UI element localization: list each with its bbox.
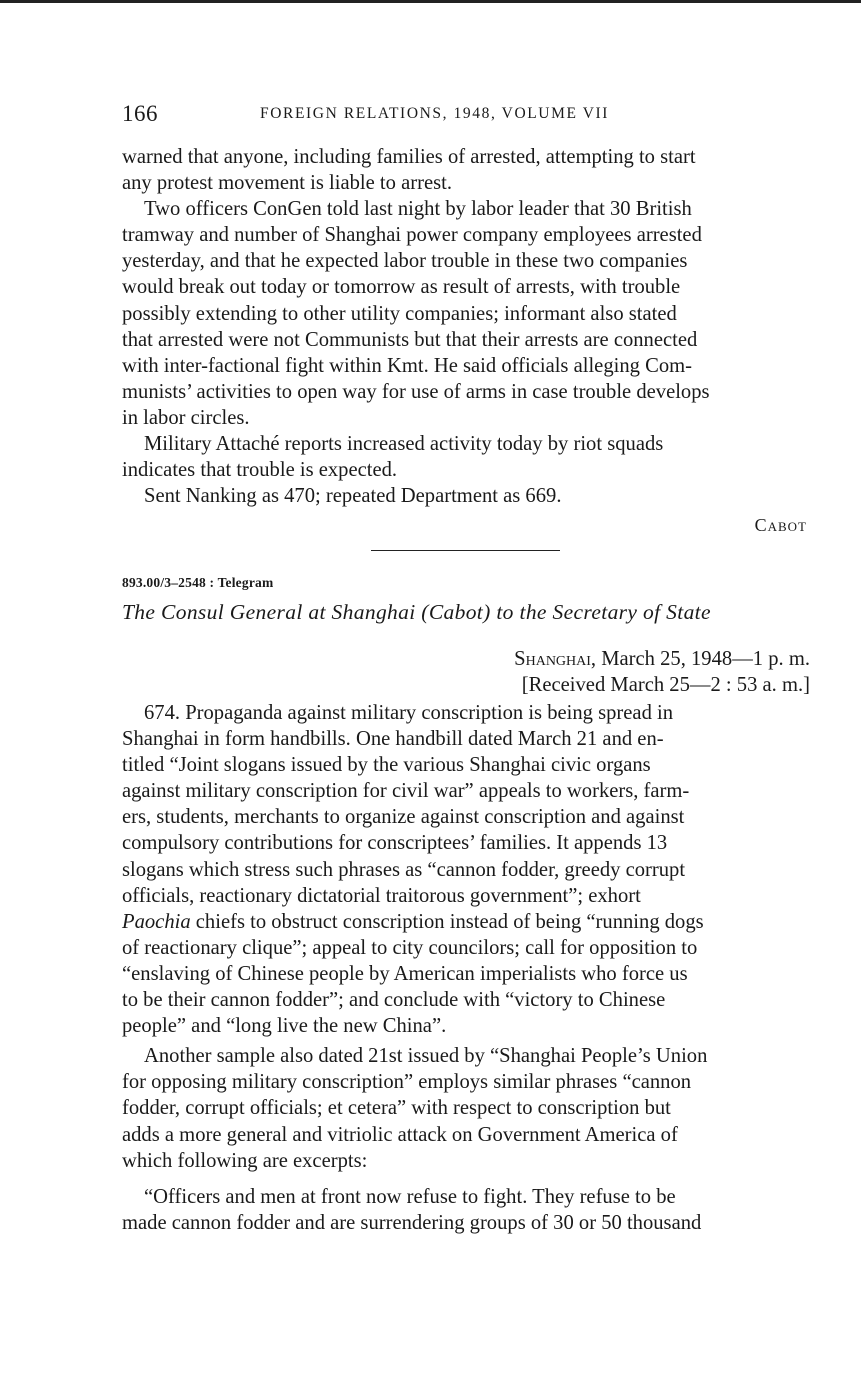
text-line: which following are excerpts: [122, 1149, 368, 1172]
section-continuation [122, 144, 810, 509]
paragraph-military-attache [122, 431, 810, 483]
text-line: yesterday, and that he expected labor trouble in these two companies [122, 250, 688, 273]
text-line: warned that anyone, including families of arrested, attempting to start [122, 146, 696, 168]
page-number: 166 [122, 101, 158, 126]
text-line: for opposing military conscription” employs similar phrases “cannon [122, 1071, 692, 1094]
text-line: Shanghai in form handbills. One handbill dated March 21 and en- [122, 728, 664, 751]
text-line: ers, students, merchants to organize against conscription and against [122, 806, 685, 829]
paragraph-sent-nanking [122, 483, 810, 509]
text-line: to be their cannon fodder”; and conclude with “victory to Chinese [122, 989, 666, 1012]
text-line: would break out today or tomorrow as result of arrests, with trouble [122, 276, 681, 299]
signature-cabot: Cabot [754, 515, 807, 535]
text-line: Military Attaché reports increased activity today by riot squads [144, 433, 664, 456]
italic-term-paochia: Paochia [122, 910, 191, 933]
text-line: titled “Joint slogans issued by the various Shanghai civic organs [122, 754, 651, 777]
page-header [122, 101, 810, 125]
paragraph-propaganda [122, 700, 810, 1039]
page-top-edge [0, 0, 861, 3]
dateline [514, 646, 810, 698]
paragraph-labor-arrests [122, 196, 810, 431]
text-line: compulsory contributions for conscriptees’ families. It appends 13 [122, 832, 668, 855]
text-line: Two officers ConGen told last night by labor leader that 30 British [144, 198, 692, 221]
text-line: Another sample also dated 21st issued by “Shanghai People’s Union [144, 1045, 708, 1068]
document-title: The Consul General at Shanghai (Cabot) to the Secretary of State [122, 600, 711, 624]
dateline-date: March 25, 1948—1 p. m. [596, 648, 810, 670]
text-line: Sent Nanking as 470; repeated Department as 669. [144, 485, 562, 508]
text-line: any protest movement is liable to arrest. [122, 172, 452, 195]
text-line: officials, reactionary dictatorial traitorous government”; exhort [122, 884, 641, 907]
paragraph-another-sample [122, 1043, 810, 1173]
dateline-place: Shanghai, [514, 648, 597, 670]
text-line: possibly extending to other utility companies; informant also stated [122, 302, 677, 325]
dateline-received: [Received March 25—2 : 53 a. m.] [521, 674, 810, 697]
text-line: indicates that trouble is expected. [122, 459, 398, 482]
text-line: munists’ activities to open way for use of arms in case trouble develops [122, 380, 710, 403]
text-line: in labor circles. [122, 406, 250, 429]
section-telegram-674 [122, 700, 810, 1236]
text-line: people” and “long live the new China”. [122, 1015, 447, 1038]
running-head: FOREIGN RELATIONS, 1948, VOLUME VII [260, 105, 610, 122]
text-line: slogans which stress such phrases as “cannon fodder, greedy corrupt [122, 858, 686, 881]
file-reference: 893.00/3–2548 : Telegram [122, 575, 274, 590]
text-line: “enslaving of Chinese people by American imperialists who force us [122, 962, 688, 985]
text-line: adds a more general and vitriolic attack on Government America of [122, 1123, 678, 1146]
dateline-sent [514, 646, 810, 672]
text-line: with inter-factional fight within Kmt. He said officials alleging Com- [122, 354, 692, 377]
text-line [122, 909, 810, 935]
text-line: made cannon fodder and are surrendering groups of 30 or 50 thousand [122, 1211, 702, 1234]
text-fragment: chiefs to obstruct conscription instead of being “running dogs [190, 910, 704, 933]
text-line: “Officers and men at front now refuse to fight. They refuse to be [144, 1185, 676, 1208]
text-line: that arrested were not Communists but that their arrests are connected [122, 328, 698, 351]
section-divider [371, 550, 560, 551]
text-line: of reactionary clique”; appeal to city councilors; call for opposition to [122, 936, 698, 959]
text-line: against military conscription for civil war” appeals to workers, farm- [122, 780, 690, 803]
text-line: 674. Propaganda against military conscription is being spread in [144, 702, 674, 724]
paragraph-protest-warning [122, 144, 810, 196]
text-line: fodder, corrupt officials; et cetera” with respect to conscription but [122, 1097, 671, 1120]
text-line: tramway and number of Shanghai power company employees arrested [122, 224, 702, 247]
paragraph-excerpt-quote [122, 1184, 810, 1236]
